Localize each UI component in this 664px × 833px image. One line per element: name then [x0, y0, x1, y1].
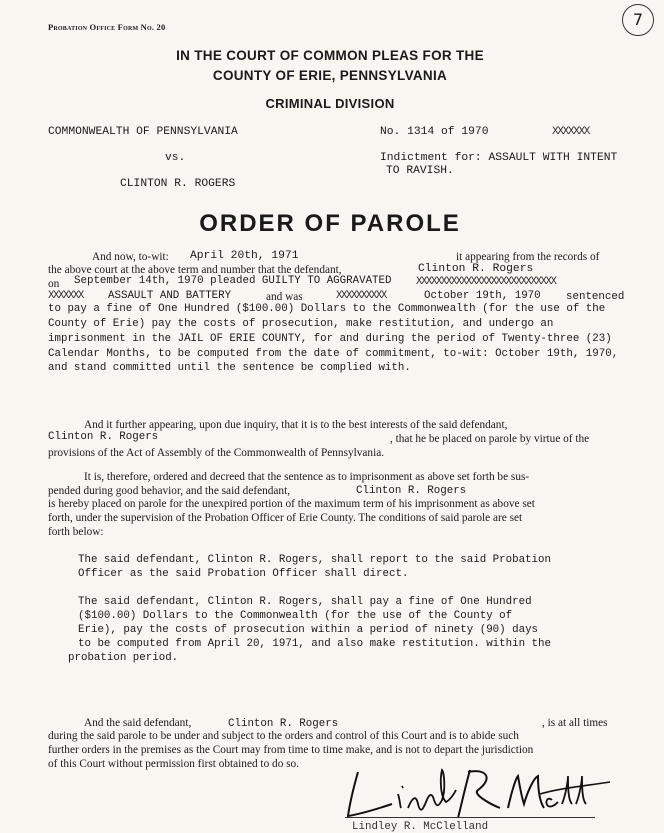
- p1-line8: Calendar Months, to be computed from the date of commitment, to-wit: October 19th, 1970,: [48, 348, 619, 360]
- document-title: ORDER OF PAROLE: [199, 210, 461, 237]
- p4-line4: of this Court without permission first obtained to do so.: [48, 758, 300, 770]
- p1-line9: and stand committed until the sentence be complied with.: [48, 362, 411, 374]
- condition2-line4: to be computed from April 20, 1971, and also make restitution. within the: [78, 638, 551, 650]
- p1-after-date: it appearing from the records of: [456, 251, 600, 263]
- p3-line5: forth below:: [48, 526, 104, 538]
- case-number-label: No.: [380, 126, 401, 138]
- signer-typed-name: Lindley R. McClelland: [352, 821, 489, 833]
- judge-signature: [340, 764, 620, 824]
- condition2-line3: Erie), pay the costs of prosecution within a period of ninety (90) days: [78, 624, 539, 636]
- p4-line1: And the said defendant,: [84, 717, 192, 729]
- p1-lead: And now, to-wit:: [92, 251, 169, 263]
- p3-defendant: Clinton R. Rogers: [356, 485, 467, 497]
- court-name-line2: COUNTY OF ERIE, PENNSYLVANIA: [212, 68, 448, 83]
- condition1-line1: The said defendant, Clinton R. Rogers, shall report to the said Probation: [78, 554, 551, 566]
- defendant-caption: CLINTON R. ROGERS: [120, 178, 236, 190]
- condition2-line2: ($100.00) Dollars to the Commonwealth (for the use of the County of: [78, 610, 513, 622]
- case-number-value: 1314 of 1970: [407, 126, 489, 138]
- p1-and-was: and was: [266, 291, 303, 303]
- p4-defendant: Clinton R. Rogers: [228, 718, 339, 730]
- form-number: Probation Office Form No. 20: [48, 22, 166, 32]
- p1-charge: ASSAULT AND BATTERY: [108, 290, 232, 302]
- p3-line2: pended during good behavior, and the said defendant,: [48, 485, 291, 497]
- p2-line1: And it further appearing, upon due inquiry, that it is to the best interests of the said defendant,: [84, 419, 508, 431]
- p2-line3: provisions of the Act of Assembly of the Commonwealth of Pennsylvania.: [48, 447, 385, 459]
- p4-line2: during the said parole to be under and subject to the orders and control of this Court and is to abide such: [48, 730, 519, 742]
- p1-line7: imprisonment in the JAIL OF ERIE COUNTY, for and during the period of Twenty-three (23): [48, 333, 612, 345]
- versus: vs.: [165, 152, 186, 164]
- indictment-charge: ASSAULT WITH INTENT: [488, 152, 618, 164]
- signature-rule: [345, 817, 595, 818]
- condition2-line5: probation period.: [68, 652, 179, 664]
- plaintiff: COMMONWEALTH OF PENNSYLVANIA: [48, 126, 238, 138]
- p4-line3: further orders in the premises as the Court may from time to time make, and is not to depart the jurisdiction: [48, 744, 534, 756]
- indictment-label: Indictment for:: [380, 152, 482, 164]
- p1-sentence-date: October 19th, 1970: [424, 290, 541, 302]
- p1-line5: to pay a fine of One Hundred ($100.00) Dollars to the Commonwealth (for the use of the: [48, 303, 606, 315]
- p3-line4: forth, under the supervision of the Probation Officer of Erie County. The conditions of said parole are set: [48, 512, 523, 524]
- indictment-line1: [380, 152, 617, 164]
- p4-line1-post: , is at all times: [542, 717, 608, 729]
- p1-line6: County of Erie) pay the costs of prosecution, make restitution, and undergo an: [48, 318, 554, 330]
- p1-line2: the above court at the above term and number that the defendant,: [48, 264, 342, 276]
- p3-line1: It is, therefore, ordered and decreed that the sentence as to imprisonment as above set forth be sus-: [84, 471, 530, 483]
- p1-date: April 20th, 1971: [190, 250, 299, 262]
- p1-struck-b: XXXXXXX: [48, 290, 83, 302]
- court-name-line1: IN THE COURT OF COMMON PLEAS FOR THE: [176, 48, 484, 63]
- p1-sentenced: sentenced: [566, 291, 625, 303]
- p1-plea: September 14th, 1970 pleaded GUILTY TO AGGRAVATED: [74, 275, 392, 287]
- indictment-line2: TO RAVISH.: [386, 165, 454, 177]
- p1-struck-a: XXXXXXXXXXXXXXXXXXXXXXXXXXXX: [416, 276, 556, 288]
- p1-struck-c: XXXXXXXXXX: [336, 290, 386, 302]
- p1-on: on: [48, 278, 60, 290]
- division-heading: CRIMINAL DIVISION: [265, 96, 395, 111]
- p1-defendant: Clinton R. Rogers: [418, 263, 534, 275]
- page-number-circle: 7: [622, 4, 654, 36]
- condition2-line1: The said defendant, Clinton R. Rogers, shall pay a fine of One Hundred: [78, 596, 532, 608]
- condition1-line2: Officer as the said Probation Officer shall direct.: [78, 568, 409, 580]
- case-number: [380, 126, 488, 138]
- struck-term: XXXXXXX: [552, 126, 589, 138]
- p2-defendant: Clinton R. Rogers: [48, 431, 159, 443]
- p3-line3: is hereby placed on parole for the unexpired portion of the maximum term of his imprisonment as above set: [48, 498, 535, 510]
- p2-line2: , that he be placed on parole by virtue of the: [390, 433, 590, 445]
